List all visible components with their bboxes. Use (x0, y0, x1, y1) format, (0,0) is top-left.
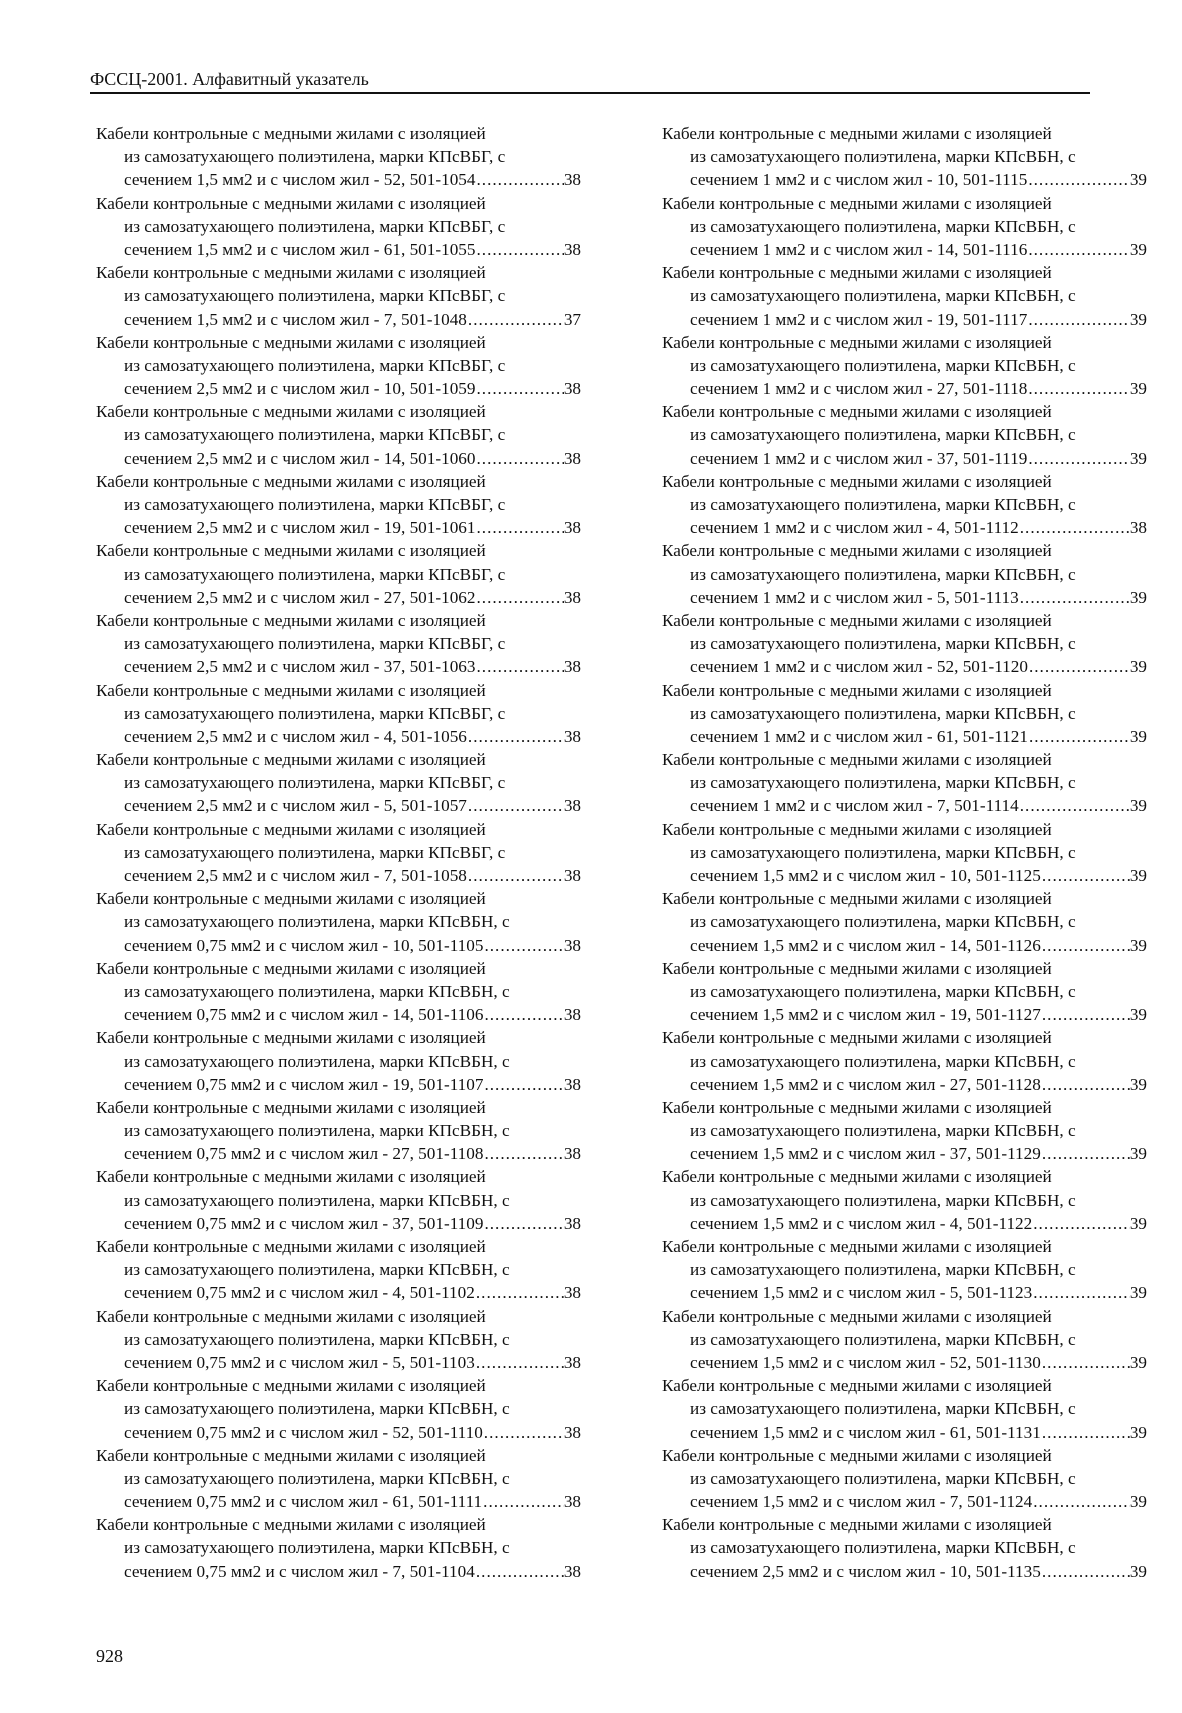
entry-heading-line: Кабели контрольные с медными жилами с изоляцией (662, 750, 1052, 770)
entry-detail-line (662, 794, 1147, 817)
index-entry (96, 818, 581, 888)
index-entry (662, 679, 1147, 749)
entry-detail-line (662, 1142, 1147, 1165)
entry-section-text: сечением 1 мм2 и с числом жил - 37, 501-1119 (690, 448, 1028, 468)
entry-detail-line (662, 1212, 1147, 1235)
dot-leader (1041, 1351, 1130, 1374)
entry-section-text: сечением 1 мм2 и с числом жил - 19, 501-1117 (690, 309, 1028, 329)
entry-detail-line (662, 1560, 1147, 1583)
index-entry (96, 1165, 581, 1235)
entry-section-text: сечением 1 мм2 и с числом жил - 4, 501-1112 (690, 518, 1019, 538)
entry-mark-line: из самозатухающего полиэтилена, марки КПсВБН, с (690, 564, 1076, 584)
dot-leader (1041, 934, 1130, 957)
entry-section-text: сечением 1 мм2 и с числом жил - 27, 501-1118 (690, 379, 1028, 399)
entry-detail-line (662, 1073, 1147, 1096)
entry-page-ref: 38 (563, 866, 581, 885)
entry-mark-line: из самозатухающего полиэтилена, марки КПсВБГ, с (124, 286, 506, 306)
entry-mark-line: из самозатухающего полиэтилена, марки КПсВБГ, с (124, 355, 506, 375)
dot-leader (483, 1142, 563, 1165)
index-entry (662, 400, 1147, 470)
entry-page-ref: 38 (563, 518, 581, 538)
index-entry (662, 887, 1147, 957)
entry-section-text: сечением 1 мм2 и с числом жил - 14, 501-1116 (690, 239, 1028, 259)
entry-heading-line: Кабели контрольные с медными жилами с изоляцией (96, 124, 486, 143)
dot-leader (1032, 1490, 1130, 1513)
entry-section-text: сечением 1,5 мм2 и с числом жил - 37, 501-1129 (690, 1144, 1041, 1164)
entry-page-ref: 38 (563, 726, 581, 746)
entry-section-text: сечением 2,5 мм2 и с числом жил - 37, 501-1063 (124, 657, 476, 677)
entry-heading-line: Кабели контрольные с медными жилами с изоляцией (662, 193, 1052, 213)
entry-heading-line: Кабели контрольные с медными жилами с изоляцией (662, 958, 1052, 978)
entry-section-text: сечением 2,5 мм2 и с числом жил - 7, 501-1058 (124, 866, 467, 885)
entry-section-text: сечением 2,5 мм2 и с числом жил - 10, 501-1059 (124, 379, 476, 399)
index-entry (662, 957, 1147, 1027)
entry-section-text: сечением 1,5 мм2 и с числом жил - 52, 501-1054 (124, 170, 476, 190)
entry-detail-line (96, 655, 581, 678)
dot-leader (483, 1421, 564, 1444)
page-number: 928 (96, 1646, 123, 1666)
entry-page-ref: 38 (563, 1492, 581, 1512)
index-entry (96, 748, 581, 818)
entry-section-text: сечением 0,75 мм2 и с числом жил - 52, 501-1110 (124, 1422, 483, 1442)
entry-mark-line: из самозатухающего полиэтилена, марки КПсВБН, с (690, 1399, 1076, 1419)
entry-detail-line (662, 864, 1147, 887)
entry-mark-line: из самозатухающего полиэтилена, марки КПсВБН, с (690, 355, 1076, 375)
entry-section-text: сечением 1,5 мм2 и с числом жил - 27, 501-1128 (690, 1074, 1041, 1094)
entry-heading-line: Кабели контрольные с медными жилами с изоляцией (96, 750, 486, 770)
index-entry (662, 331, 1147, 401)
entry-page-ref: 39 (1129, 170, 1147, 190)
entry-heading-line: Кабели контрольные с медными жилами с изоляцией (662, 541, 1052, 561)
entry-page-ref: 39 (1129, 587, 1147, 607)
entry-detail-line (662, 655, 1147, 678)
entry-page-ref: 39 (1129, 1422, 1147, 1442)
index-entry (662, 1374, 1147, 1444)
entry-page-ref: 39 (1129, 1283, 1147, 1303)
entry-page-ref: 39 (1129, 1561, 1147, 1581)
entry-section-text: сечением 0,75 мм2 и с числом жил - 27, 501-1108 (124, 1144, 484, 1164)
entry-mark-line: из самозатухающего полиэтилена, марки КПсВБН, с (124, 1260, 510, 1280)
entry-detail-line (96, 1073, 581, 1096)
entry-heading-line: Кабели контрольные с медными жилами с изоляцией (96, 889, 486, 909)
entry-heading-line: Кабели контрольные с медными жилами с изоляцией (96, 1306, 486, 1326)
entry-mark-line: из самозатухающего полиэтилена, марки КПсВБН, с (690, 1190, 1076, 1210)
entry-section-text: сечением 0,75 мм2 и с числом жил - 10, 501-1105 (124, 935, 484, 955)
index-entry (662, 609, 1147, 679)
entry-mark-line: из самозатухающего полиэтилена, марки КПсВБГ, с (124, 564, 506, 584)
dot-leader (475, 447, 563, 470)
dot-leader (1027, 308, 1130, 331)
entry-heading-line: Кабели контрольные с медными жилами с изоляцией (662, 1167, 1052, 1187)
index-entry (662, 192, 1147, 262)
entry-section-text: сечением 2,5 мм2 и с числом жил - 4, 501-1056 (124, 726, 467, 746)
entry-heading-line: Кабели контрольные с медными жилами с изоляцией (96, 1445, 486, 1465)
dot-leader (1041, 1560, 1130, 1583)
entry-heading-line: Кабели контрольные с медными жилами с изоляцией (96, 1237, 486, 1256)
index-entry (662, 1513, 1147, 1583)
entry-heading-line: Кабели контрольные с медными жилами с изоляцией (662, 889, 1052, 909)
entry-section-text: сечением 1,5 мм2 и с числом жил - 52, 501-1130 (690, 1352, 1041, 1372)
entry-detail-line (96, 1490, 581, 1513)
index-column-right (662, 122, 1147, 1583)
entry-mark-line: из самозатухающего полиэтилена, марки КПсВБН, с (124, 1329, 510, 1349)
entry-section-text: сечением 1 мм2 и с числом жил - 5, 501-1113 (690, 587, 1019, 607)
entry-section-text: сечением 1,5 мм2 и с числом жил - 61, 501-1055 (124, 239, 476, 259)
index-entry (96, 609, 581, 679)
entry-heading-line: Кабели контрольные с медными жилами с изоляцией (662, 1097, 1052, 1117)
entry-mark-line: из самозатухающего полиэтилена, марки КПсВБН, с (690, 1538, 1076, 1558)
entry-section-text: сечением 0,75 мм2 и с числом жил - 37, 501-1109 (124, 1213, 484, 1233)
entry-page-ref: 38 (563, 170, 581, 190)
dot-leader (475, 1351, 564, 1374)
index-entry (96, 192, 581, 262)
dot-leader (1041, 864, 1130, 887)
index-entry (96, 539, 581, 609)
entry-heading-line: Кабели контрольные с медными жилами с изоляцией (662, 332, 1052, 352)
entry-mark-line: из самозатухающего полиэтилена, марки КПсВБН, с (124, 1121, 510, 1141)
entry-section-text: сечением 1,5 мм2 и с числом жил - 10, 501-1125 (690, 866, 1041, 885)
entry-heading-line: Кабели контрольные с медными жилами с изоляцией (662, 263, 1052, 283)
entry-heading-line: Кабели контрольные с медными жилами с изоляцией (662, 124, 1052, 143)
entry-mark-line: из самозатухающего полиэтилена, марки КПсВБГ, с (124, 147, 506, 167)
entry-detail-line (96, 1212, 581, 1235)
entry-mark-line: из самозатухающего полиэтилена, марки КПсВБН, с (124, 981, 510, 1001)
dot-leader (467, 308, 564, 331)
entry-page-ref: 39 (1129, 657, 1147, 677)
index-entry (662, 261, 1147, 331)
index-entry (96, 887, 581, 957)
dot-leader (1028, 655, 1130, 678)
index-entry (96, 261, 581, 331)
entry-page-ref: 38 (563, 1005, 581, 1025)
dot-leader (475, 1281, 564, 1304)
entry-page-ref: 38 (563, 1213, 581, 1233)
dot-leader (475, 377, 563, 400)
entry-section-text: сечением 1,5 мм2 и с числом жил - 7, 501-1048 (124, 309, 467, 329)
entry-page-ref: 39 (1129, 379, 1147, 399)
entry-section-text: сечением 0,75 мм2 и с числом жил - 5, 501-1103 (124, 1352, 475, 1372)
entry-detail-line (96, 238, 581, 261)
dot-leader (1027, 377, 1130, 400)
entry-mark-line: из самозатухающего полиэтилена, марки КПсВБН, с (690, 1260, 1076, 1280)
entry-page-ref: 38 (563, 796, 581, 816)
entry-page-ref: 39 (1129, 1492, 1147, 1512)
index-entry (662, 1444, 1147, 1514)
entry-section-text: сечением 1 мм2 и с числом жил - 61, 501-1121 (690, 726, 1028, 746)
entry-page-ref: 38 (563, 657, 581, 677)
entry-section-text: сечением 1 мм2 и с числом жил - 52, 501-1120 (690, 657, 1028, 677)
entry-mark-line: из самозатухающего полиэтилена, марки КПсВБН, с (690, 981, 1076, 1001)
entry-mark-line: из самозатухающего полиэтилена, марки КПсВБН, с (690, 1051, 1076, 1071)
entry-detail-line (96, 377, 581, 400)
entry-mark-line: из самозатухающего полиэтилена, марки КПсВБН, с (124, 1399, 510, 1419)
dot-leader (1027, 447, 1130, 470)
dot-leader (483, 1073, 563, 1096)
entry-mark-line: из самозатухающего полиэтилена, марки КПсВБН, с (690, 1468, 1076, 1488)
entry-mark-line: из самозатухающего полиэтилена, марки КПсВБН, с (124, 1190, 510, 1210)
index-entry (96, 679, 581, 749)
entry-mark-line: из самозатухающего полиэтилена, марки КПсВБН, с (690, 286, 1076, 306)
index-entry (96, 1374, 581, 1444)
entry-heading-line: Кабели контрольные с медными жилами с изоляцией (662, 471, 1052, 491)
entry-heading-line: Кабели контрольные с медными жилами с изоляцией (662, 402, 1052, 422)
entry-mark-line: из самозатухающего полиэтилена, марки КПсВБН, с (124, 1538, 510, 1558)
dot-leader (483, 1212, 563, 1235)
entry-mark-line: из самозатухающего полиэтилена, марки КПсВБГ, с (124, 634, 506, 654)
entry-page-ref: 39 (1129, 935, 1147, 955)
entry-mark-line: из самозатухающего полиэтилена, марки КПсВБН, с (690, 703, 1076, 723)
index-entry (96, 1235, 581, 1305)
index-entry (662, 1305, 1147, 1375)
index-entry (662, 1026, 1147, 1096)
dot-leader (475, 168, 563, 191)
entry-detail-line (96, 864, 581, 887)
entry-mark-line: из самозатухающего полиэтилена, марки КПсВБН, с (690, 495, 1076, 514)
entry-detail-line (662, 516, 1147, 539)
entry-section-text: сечением 1,5 мм2 и с числом жил - 19, 501-1127 (690, 1005, 1041, 1025)
entry-page-ref: 38 (563, 1561, 581, 1581)
index-entry (96, 1444, 581, 1514)
index-entry (662, 818, 1147, 888)
entry-mark-line: из самозатухающего полиэтилена, марки КПсВБН, с (690, 425, 1076, 445)
entry-page-ref: 39 (1129, 448, 1147, 468)
index-entry (662, 1165, 1147, 1235)
entry-heading-line: Кабели контрольные с медными жилами с изоляцией (662, 819, 1052, 839)
entry-mark-line: из самозатухающего полиэтилена, марки КПсВБН, с (124, 912, 510, 932)
dot-leader (475, 1560, 564, 1583)
entry-detail-line (96, 1421, 581, 1444)
entry-heading-line: Кабели контрольные с медными жилами с изоляцией (96, 263, 486, 283)
dot-leader (482, 1490, 564, 1513)
dot-leader (1027, 238, 1130, 261)
index-entry (96, 331, 581, 401)
entry-detail-line (96, 1351, 581, 1374)
entry-detail-line (662, 1351, 1147, 1374)
entry-heading-line: Кабели контрольные с медными жилами с изоляцией (96, 819, 486, 839)
entry-page-ref: 38 (563, 1352, 581, 1372)
entry-mark-line: из самозатухающего полиэтилена, марки КПсВБН, с (690, 773, 1076, 793)
dot-leader (1028, 725, 1130, 748)
index-entry (662, 748, 1147, 818)
index-entry (96, 1513, 581, 1583)
entry-mark-line: из самозатухающего полиэтилена, марки КПсВБН, с (690, 216, 1076, 236)
entry-section-text: сечением 1,5 мм2 и с числом жил - 61, 501-1131 (690, 1422, 1041, 1442)
dot-leader (1041, 1421, 1130, 1444)
dot-leader (467, 725, 564, 748)
entry-section-text: сечением 2,5 мм2 и с числом жил - 5, 501-1057 (124, 796, 467, 816)
dot-leader (483, 1003, 563, 1026)
entry-section-text: сечением 0,75 мм2 и с числом жил - 61, 501-1111 (124, 1492, 483, 1512)
entry-mark-line: из самозатухающего полиэтилена, марки КПсВБН, с (690, 1329, 1076, 1349)
entry-heading-line: Кабели контрольные с медными жилами с изоляцией (96, 541, 486, 561)
entry-section-text: сечением 1,5 мм2 и с числом жил - 4, 501-1122 (690, 1213, 1033, 1233)
dot-leader (475, 516, 563, 539)
entry-heading-line: Кабели контрольные с медными жилами с изоляцией (96, 332, 486, 352)
entry-mark-line: из самозатухающего полиэтилена, марки КПсВБГ, с (124, 425, 506, 445)
entry-mark-line: из самозатухающего полиэтилена, марки КПсВБН, с (690, 842, 1076, 862)
entry-heading-line: Кабели контрольные с медными жилами с изоляцией (96, 402, 486, 422)
entry-heading-line: Кабели контрольные с медными жилами с изоляцией (662, 680, 1052, 700)
entry-heading-line: Кабели контрольные с медными жилами с изоляцией (662, 1515, 1052, 1535)
entry-heading-line: Кабели контрольные с медными жилами с изоляцией (96, 1028, 486, 1048)
entry-section-text: сечением 2,5 мм2 и с числом жил - 10, 501-1135 (690, 1561, 1041, 1581)
dot-leader (467, 794, 564, 817)
entry-heading-line: Кабели контрольные с медными жилами с изоляцией (662, 1445, 1052, 1465)
entry-mark-line: из самозатухающего полиэтилена, марки КПсВБН, с (690, 1121, 1076, 1141)
entry-heading-line: Кабели контрольные с медными жилами с изоляцией (96, 1097, 486, 1117)
dot-leader (1032, 1212, 1130, 1235)
entry-detail-line (662, 586, 1147, 609)
entry-detail-line (662, 1421, 1147, 1444)
entry-mark-line: из самозатухающего полиэтилена, марки КПсВБН, с (690, 634, 1076, 654)
dot-leader (475, 586, 563, 609)
entry-detail-line (96, 308, 581, 331)
entry-mark-line: из самозатухающего полиэтилена, марки КПсВБН, с (124, 1468, 510, 1488)
entry-detail-line (662, 377, 1147, 400)
index-entry (96, 1096, 581, 1166)
entry-section-text: сечением 2,5 мм2 и с числом жил - 27, 501-1062 (124, 587, 476, 607)
entry-section-text: сечением 1,5 мм2 и с числом жил - 14, 501-1126 (690, 935, 1041, 955)
entry-page-ref: 39 (1129, 1074, 1147, 1094)
dot-leader (1041, 1142, 1130, 1165)
dot-leader (1027, 168, 1130, 191)
entry-page-ref: 38 (563, 239, 581, 259)
entry-mark-line: из самозатухающего полиэтилена, марки КПсВБН, с (124, 1051, 510, 1071)
entry-detail-line (662, 168, 1147, 191)
entry-page-ref: 39 (1129, 866, 1147, 885)
entry-heading-line: Кабели контрольные с медными жилами с изоляцией (662, 1376, 1052, 1396)
entry-detail-line (662, 1003, 1147, 1026)
index-entry (662, 470, 1147, 540)
entry-mark-line: из самозатухающего полиэтилена, марки КПсВБН, с (690, 147, 1076, 167)
entry-mark-line: из самозатухающего полиэтилена, марки КПсВБН, с (690, 912, 1076, 932)
entry-heading-line: Кабели контрольные с медными жилами с изоляцией (96, 193, 486, 213)
entry-section-text: сечением 0,75 мм2 и с числом жил - 19, 501-1107 (124, 1074, 484, 1094)
entry-heading-line: Кабели контрольные с медными жилами с изоляцией (96, 1376, 486, 1396)
entry-detail-line (662, 1281, 1147, 1304)
entry-page-ref: 39 (1129, 239, 1147, 259)
entry-page-ref: 38 (563, 1074, 581, 1094)
index-entry (96, 1026, 581, 1096)
entry-detail-line (662, 725, 1147, 748)
dot-leader (483, 934, 563, 957)
index-column-left (96, 122, 581, 1583)
index-entry (96, 957, 581, 1027)
entry-page-ref: 38 (563, 1144, 581, 1164)
index-entry (96, 1305, 581, 1375)
entry-mark-line: из самозатухающего полиэтилена, марки КПсВБГ, с (124, 842, 506, 862)
index-entry (96, 470, 581, 540)
entry-section-text: сечением 2,5 мм2 и с числом жил - 19, 501-1061 (124, 518, 476, 538)
entry-page-ref: 39 (1129, 1005, 1147, 1025)
index-entry (96, 400, 581, 470)
dot-leader (1032, 1281, 1130, 1304)
entry-detail-line (96, 1003, 581, 1026)
entry-page-ref: 39 (1129, 1213, 1147, 1233)
entry-detail-line (96, 794, 581, 817)
header-rule (90, 92, 1090, 94)
entry-heading-line: Кабели контрольные с медными жилами с изоляцией (96, 610, 486, 630)
entry-section-text: сечением 0,75 мм2 и с числом жил - 4, 501-1102 (124, 1283, 475, 1303)
entry-page-ref: 39 (1129, 796, 1147, 816)
index-entry (662, 1235, 1147, 1305)
entry-section-text: сечением 0,75 мм2 и с числом жил - 7, 501-1104 (124, 1561, 475, 1581)
entry-page-ref: 39 (1129, 726, 1147, 746)
entry-detail-line (662, 934, 1147, 957)
entry-heading-line: Кабели контрольные с медными жилами с изоляцией (96, 1167, 486, 1187)
entry-section-text: сечением 1,5 мм2 и с числом жил - 7, 501-1124 (690, 1492, 1033, 1512)
entry-detail-line (662, 238, 1147, 261)
dot-leader (1019, 516, 1130, 539)
entry-heading-line: Кабели контрольные с медными жилами с изоляцией (662, 1306, 1052, 1326)
entry-detail-line (96, 447, 581, 470)
index-entry (96, 122, 581, 192)
entry-mark-line: из самозатухающего полиэтилена, марки КПсВБГ, с (124, 495, 506, 514)
entry-page-ref: 38 (563, 379, 581, 399)
dot-leader (1041, 1073, 1130, 1096)
entry-section-text: сечением 0,75 мм2 и с числом жил - 14, 501-1106 (124, 1005, 484, 1025)
dot-leader (475, 655, 563, 678)
entry-heading-line: Кабели контрольные с медными жилами с изоляцией (96, 680, 486, 700)
entry-detail-line (96, 1281, 581, 1304)
entry-detail-line (662, 308, 1147, 331)
entry-detail-line (662, 1490, 1147, 1513)
entry-page-ref: 38 (563, 1283, 581, 1303)
entry-detail-line (96, 1142, 581, 1165)
dot-leader (1019, 586, 1130, 609)
index-entry (662, 122, 1147, 192)
entry-section-text: сечением 2,5 мм2 и с числом жил - 14, 501-1060 (124, 448, 476, 468)
entry-heading-line: Кабели контрольные с медными жилами с изоляцией (662, 1237, 1052, 1256)
entry-detail-line (96, 168, 581, 191)
entry-detail-line (96, 725, 581, 748)
entry-mark-line: из самозатухающего полиэтилена, марки КПсВБГ, с (124, 216, 506, 236)
entry-page-ref: 39 (1129, 1144, 1147, 1164)
dot-leader (1041, 1003, 1130, 1026)
entry-section-text: сечением 1 мм2 и с числом жил - 7, 501-1114 (690, 796, 1019, 816)
entry-page-ref: 39 (1129, 309, 1147, 329)
entry-heading-line: Кабели контрольные с медными жилами с изоляцией (96, 471, 486, 491)
entry-page-ref: 38 (1129, 518, 1147, 538)
dot-leader (467, 864, 564, 887)
entry-heading-line: Кабели контрольные с медными жилами с изоляцией (96, 958, 486, 978)
entry-heading-line: Кабели контрольные с медными жилами с изоляцией (662, 610, 1052, 630)
entry-heading-line: Кабели контрольные с медными жилами с изоляцией (662, 1028, 1052, 1048)
entry-mark-line: из самозатухающего полиэтилена, марки КПсВБГ, с (124, 773, 506, 793)
index-entry (662, 539, 1147, 609)
entry-section-text: сечением 1,5 мм2 и с числом жил - 5, 501-1123 (690, 1283, 1033, 1303)
dot-leader (1019, 794, 1130, 817)
entry-page-ref: 38 (563, 935, 581, 955)
entry-page-ref: 39 (1129, 1352, 1147, 1372)
entry-heading-line: Кабели контрольные с медными жилами с изоляцией (96, 1515, 486, 1535)
entry-detail-line (662, 447, 1147, 470)
entry-section-text: сечением 1 мм2 и с числом жил - 10, 501-1115 (690, 170, 1028, 190)
entry-page-ref: 37 (563, 309, 581, 329)
entry-page-ref: 38 (563, 587, 581, 607)
entry-mark-line: из самозатухающего полиэтилена, марки КПсВБГ, с (124, 703, 506, 723)
entry-detail-line (96, 516, 581, 539)
entry-page-ref: 38 (563, 448, 581, 468)
entry-detail-line (96, 1560, 581, 1583)
entry-page-ref: 38 (563, 1422, 581, 1442)
index-entry (662, 1096, 1147, 1166)
entry-detail-line (96, 934, 581, 957)
dot-leader (475, 238, 563, 261)
running-header: ФССЦ-2001. Алфавитный указатель (90, 69, 369, 89)
entry-detail-line (96, 586, 581, 609)
